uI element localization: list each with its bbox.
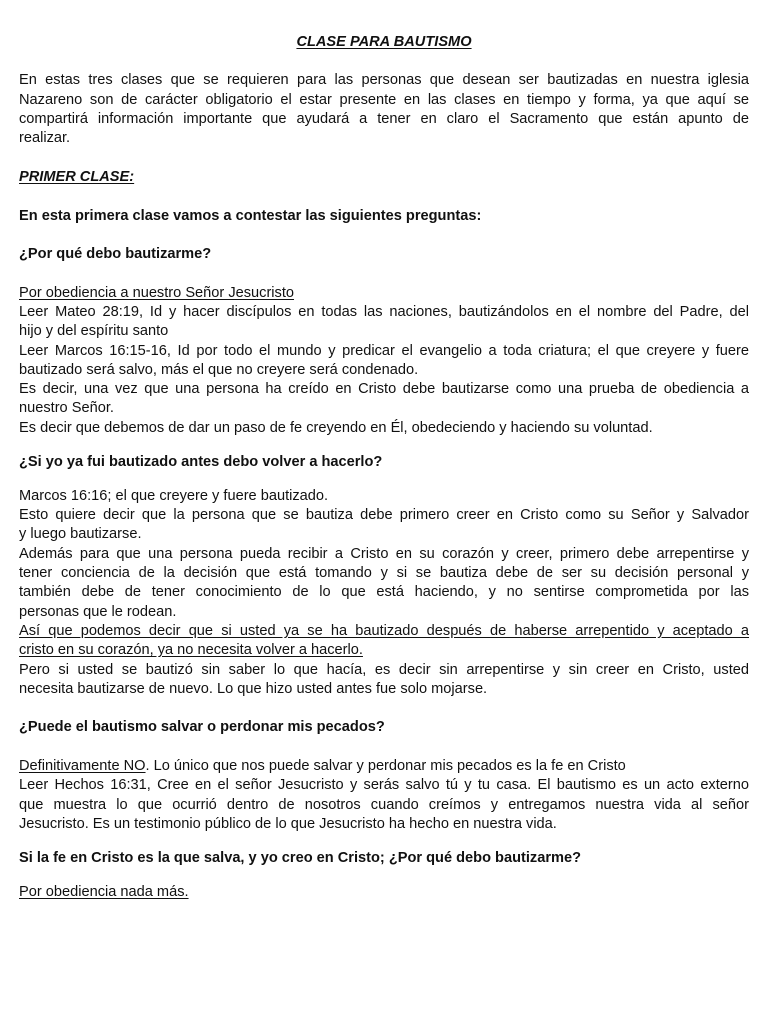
answer-2-line: tener conciencia de la decisión que está tomando y si se bautiza debe de ser su decisión personal y: [19, 565, 749, 581]
answer-2-underlined-line: Así que podemos decir que si usted ya se ha bautizado después de haberse arrepentido y aceptado a: [19, 623, 749, 639]
answer-1-line: nuestro Señor.: [19, 400, 114, 416]
answer-4: Por obediencia nada más.: [19, 884, 189, 900]
question-4: Si la fe en Cristo es la que salva, y yo creo en Cristo; ¿Por qué debo bautizarme?: [19, 850, 582, 866]
question-2: ¿Si yo ya fui bautizado antes debo volver a hacerlo?: [19, 454, 383, 470]
answer-2-closing-line: necesita bautizarse de nuevo. Lo que hizo usted antes fue solo mojarse.: [19, 681, 488, 697]
answer-2-line: también debe de tener conocimiento de lo que está haciendo, y no sentirse comprometida por las: [19, 584, 749, 600]
document-title: CLASE PARA BAUTISMO: [296, 34, 472, 50]
intro-line: compartirá información importante que ayudará a tener en claro el Sacramento que están apunto de: [19, 111, 749, 127]
question-1: ¿Por qué debo bautizarme?: [19, 246, 212, 262]
answer-2-underlined-line: cristo en su corazón, ya no necesita volver a hacerlo.: [19, 642, 363, 658]
answer-3-first-line: [19, 757, 749, 776]
section-intro: En esta primera clase vamos a contestar las siguientes preguntas:: [19, 208, 482, 224]
intro-line: En estas tres clases que se requieren para las personas que desean ser bautizadas en nuestra iglesia: [19, 72, 749, 88]
answer-1-line: bautizado será salvo, más el que no creyere será condenado.: [19, 362, 419, 378]
answer-3-rest: . Lo único que nos puede salvar y perdonar mis pecados es la fe en Cristo: [145, 758, 626, 774]
answer-3-line: Leer Hechos 16:31, Cree en el señor Jesucristo y serás salvo tú y tu casa. El bautismo es un acto externo: [19, 777, 749, 793]
section-heading: PRIMER CLASE:: [19, 169, 135, 185]
answer-2-closing-line: Pero si usted se bautizó sin saber lo que hacía, es decir sin arrepentirse y sin creer en Cristo, usted: [19, 662, 749, 678]
answer-2-line: Marcos 16:16; el que creyere y fuere bautizado.: [19, 488, 329, 504]
intro-line: realizar.: [19, 130, 71, 146]
answer-1-line: Leer Mateo 28:19, Id y hacer discípulos en todas las naciones, bautizándolos en el nombre del Padre, del: [19, 304, 749, 320]
question-3: ¿Puede el bautismo salvar o perdonar mis pecados?: [19, 719, 385, 735]
answer-2-line: personas que le rodean.: [19, 604, 177, 620]
answer-1-line: hijo y del espíritu santo: [19, 323, 169, 339]
intro-line: Nazareno son de carácter obligatorio el estar presente en las clases en tiempo y forma, ya que aquí se: [19, 92, 749, 108]
answer-1-heading: Por obediencia a nuestro Señor Jesucristo: [19, 285, 295, 301]
answer-1-line: Es decir, una vez que una persona ha creído en Cristo debe bautizarse como una prueba de obediencia a: [19, 381, 749, 397]
answer-2-line: y luego bautizarse.: [19, 526, 142, 542]
answer-3-line: que muestra lo que ocurrió dentro de nosotros cuando creímos y entregamos nuestra vida al señor: [19, 797, 749, 813]
answer-1-line: Leer Marcos 16:15-16, Id por todo el mundo y predicar el evangelio a toda criatura; el que creyere y fuere: [19, 343, 749, 359]
answer-2-line: Además para que una persona pueda recibir a Cristo en su corazón y creer, primero debe arrepentirse y: [19, 546, 749, 562]
answer-3-line: Jesucristo. Es un testimonio público de lo que Jesucristo ha hecho en nuestra vida.: [19, 816, 557, 832]
answer-3-emphasis: Definitivamente NO: [19, 758, 146, 774]
answer-1-line: Es decir que debemos de dar un paso de fe creyendo en Él, obedeciendo y haciendo su voluntad.: [19, 420, 653, 436]
answer-2-line: Esto quiere decir que la persona que se bautiza debe primero creer en Cristo como su Señor y Salvador: [19, 507, 749, 523]
